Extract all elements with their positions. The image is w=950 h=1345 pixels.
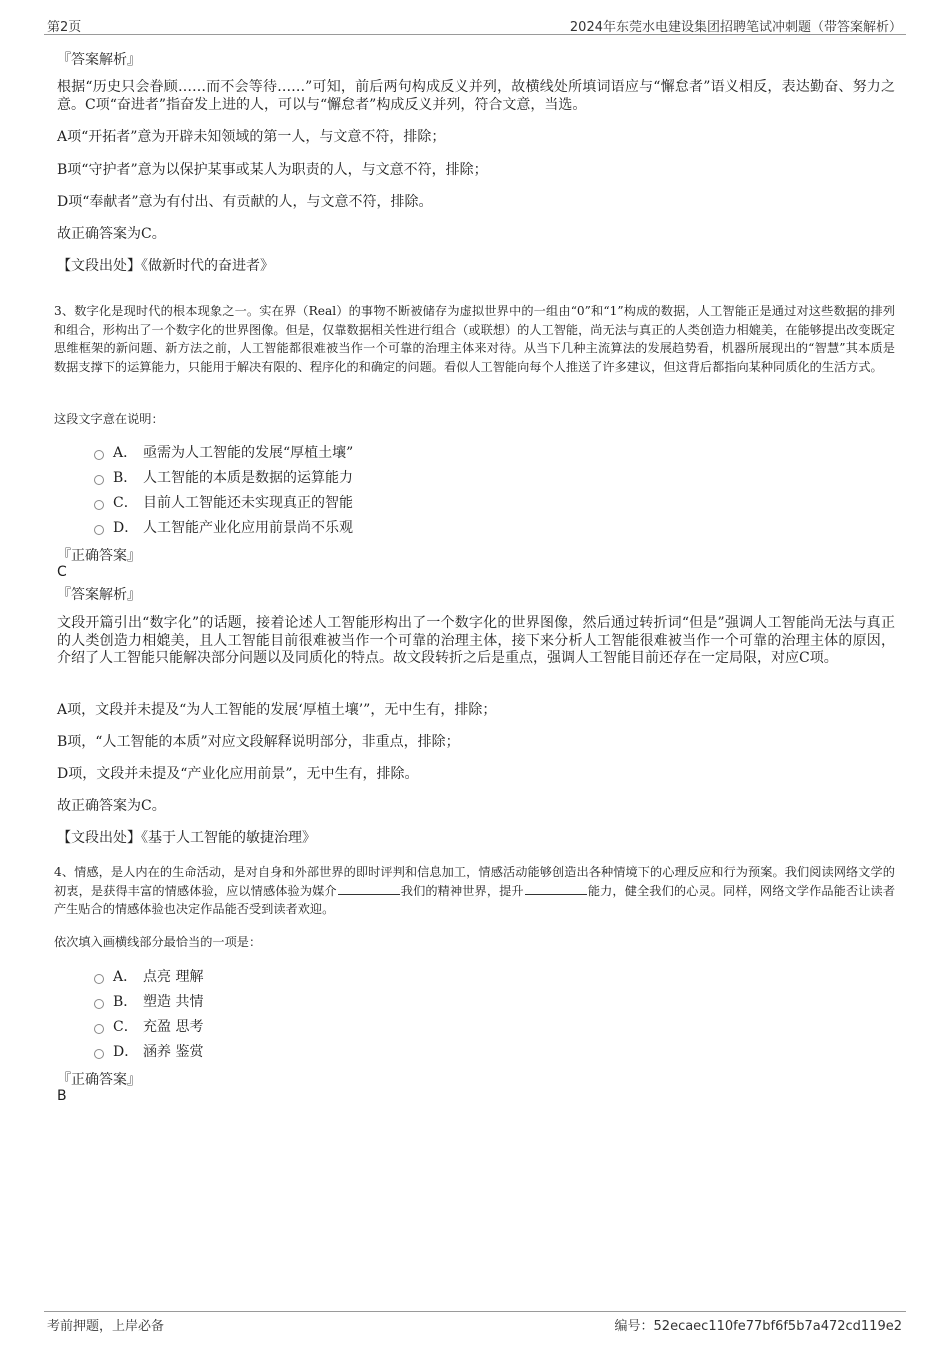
- radio-icon[interactable]: [94, 1049, 104, 1059]
- correct-answer-label: 『正确答案』: [57, 1072, 141, 1088]
- source-citation: 【文段出处】《基于人工智能的敏捷治理》: [57, 830, 316, 846]
- analysis-paragraph: 文段开篇引出“数字化”的话题，接着论述人工智能形构出了一个数字化的世界图像，然后通过转折词“但是”强调人工智能尚无法与真正的人类创造力相媲美，且人工智能目前很难被当作一个可靠的治理主体，接下来分析人工智能很难被当作一个可靠的治理主体的原因，介绍了人工智能只能解决部分问题以及同质化的特点。故文段转折之后是重点，强调人工智能目前还存在一定局限，对应C项。: [57, 615, 895, 666]
- radio-icon[interactable]: [94, 1024, 104, 1034]
- page-header: [44, 14, 906, 35]
- analysis-label: 『答案解析』: [57, 587, 141, 603]
- analysis-option-b: B项“守护者”意为以保护某事或某人为职责的人，与文意不符，排除；: [57, 162, 488, 178]
- question-4-option-d[interactable]: D． 涵养 鉴赏: [94, 1043, 203, 1061]
- radio-icon[interactable]: [94, 500, 104, 510]
- fill-blank-1: [338, 882, 400, 895]
- document-title: 2024年东莞水电建设集团招聘笔试冲刺题（带答案解析）: [569, 20, 902, 35]
- question-4-option-c[interactable]: C． 充盈 思考: [94, 1018, 203, 1036]
- analysis-paragraph: 根据“历史只会眷顾……而不会等待……”可知，前后两句构成反义并列，故横线处所填词语应与“懈怠者”语义相反，表达勤奋、努力之意。C项“奋进者”指奋发上进的人，可以与“懈怠者”构成反义并列，符合文意，当选。: [57, 79, 895, 113]
- fill-blank-2: [525, 882, 587, 895]
- analysis-option-a: A项“开拓者”意为开辟未知领域的第一人，与文意不符，排除；: [57, 129, 446, 145]
- question-3-option-a[interactable]: A． 亟需为人工智能的发展“厚植土壤”: [94, 444, 353, 462]
- analysis-option-a: A项，文段并未提及“为人工智能的发展‘厚植土壤’”，无中生有，排除；: [57, 702, 497, 718]
- question-4-option-a[interactable]: A． 点亮 理解: [94, 968, 203, 986]
- analysis-label: 『答案解析』: [57, 52, 141, 68]
- question-3-option-b[interactable]: B． 人工智能的本质是数据的运算能力: [94, 469, 353, 487]
- analysis-option-b: B项，“人工智能的本质”对应文段解释说明部分，非重点，排除；: [57, 734, 460, 750]
- question-3-prompt: 这段文字意在说明：: [54, 412, 164, 426]
- question-3-stem: 3、数字化是现时代的根本现象之一。实在界（Real）的事物不断被储存为虚拟世界中的一组由“0”和“1”构成的数据，人工智能正是通过对这些数据的排列和组合，形构出了一个数字化的世界图像。但是，仅靠数据相关性进行组合（或联想）的人工智能，尚无法与真正的人类创造力相媲美，在能够提出改变既定思维框架的新问题、新方法之前，人工智能都很难被当作一个可靠的治理主体来对待。从当下几种主流算法的发展趋势看，机器所展现出的“智慧”其本质是数据支撑下的运算能力，只能用于解决有限的、程序化的和确定的问题。看似人工智能向每个人推送了许多建议，但这背后都指向某种同质化的生活方式。: [54, 304, 895, 374]
- radio-icon[interactable]: [94, 525, 104, 535]
- question-4-option-b[interactable]: B． 塑造 共情: [94, 993, 203, 1011]
- analysis-option-d: D项，文段并未提及“产业化应用前景”，无中生有，排除。: [57, 766, 419, 782]
- source-citation: 【文段出处】《做新时代的奋进者》: [57, 258, 274, 274]
- correct-answer-label: 『正确答案』: [57, 548, 141, 564]
- radio-icon[interactable]: [94, 999, 104, 1009]
- radio-icon[interactable]: [94, 475, 104, 485]
- question-4-prompt: 依次填入画横线部分最恰当的一项是：: [54, 935, 262, 949]
- analysis-conclusion: 故正确答案为C。: [57, 226, 166, 242]
- footer-slogan: 考前押题，上岸必备: [47, 1319, 165, 1334]
- question-3-option-d[interactable]: D． 人工智能产业化应用前景尚不乐观: [94, 519, 353, 537]
- question-3-option-c[interactable]: C． 目前人工智能还未实现真正的智能: [94, 494, 353, 512]
- analysis-option-d: D项“奉献者”意为有付出、有贡献的人，与文意不符，排除。: [57, 194, 433, 210]
- question-4-stem: 4、情感，是人内在的生命活动，是对自身和外部世界的即时评判和信息加工，情感活动能够创造出各种情境下的心理反应和行为预案。我们阅读网络文学的初衷，是获得丰富的情感体验，应以情感体验为媒介 我们的精神世界，提升 能力，健全我们的心灵。同样，网络文学作品能否让读者产生贴合的情感体验也决定作品能否受到读者欢迎。: [54, 865, 896, 916]
- page-footer: [44, 1311, 906, 1332]
- document-code: 编号：52ecaec110fe77bf6f5b7a472cd119e2: [614, 1319, 902, 1334]
- radio-icon[interactable]: [94, 974, 104, 984]
- analysis-conclusion: 故正确答案为C。: [57, 798, 166, 814]
- correct-answer-value: B: [57, 1088, 67, 1104]
- radio-icon[interactable]: [94, 450, 104, 460]
- page-number: 第2页: [47, 20, 82, 35]
- correct-answer-value: C: [57, 564, 67, 580]
